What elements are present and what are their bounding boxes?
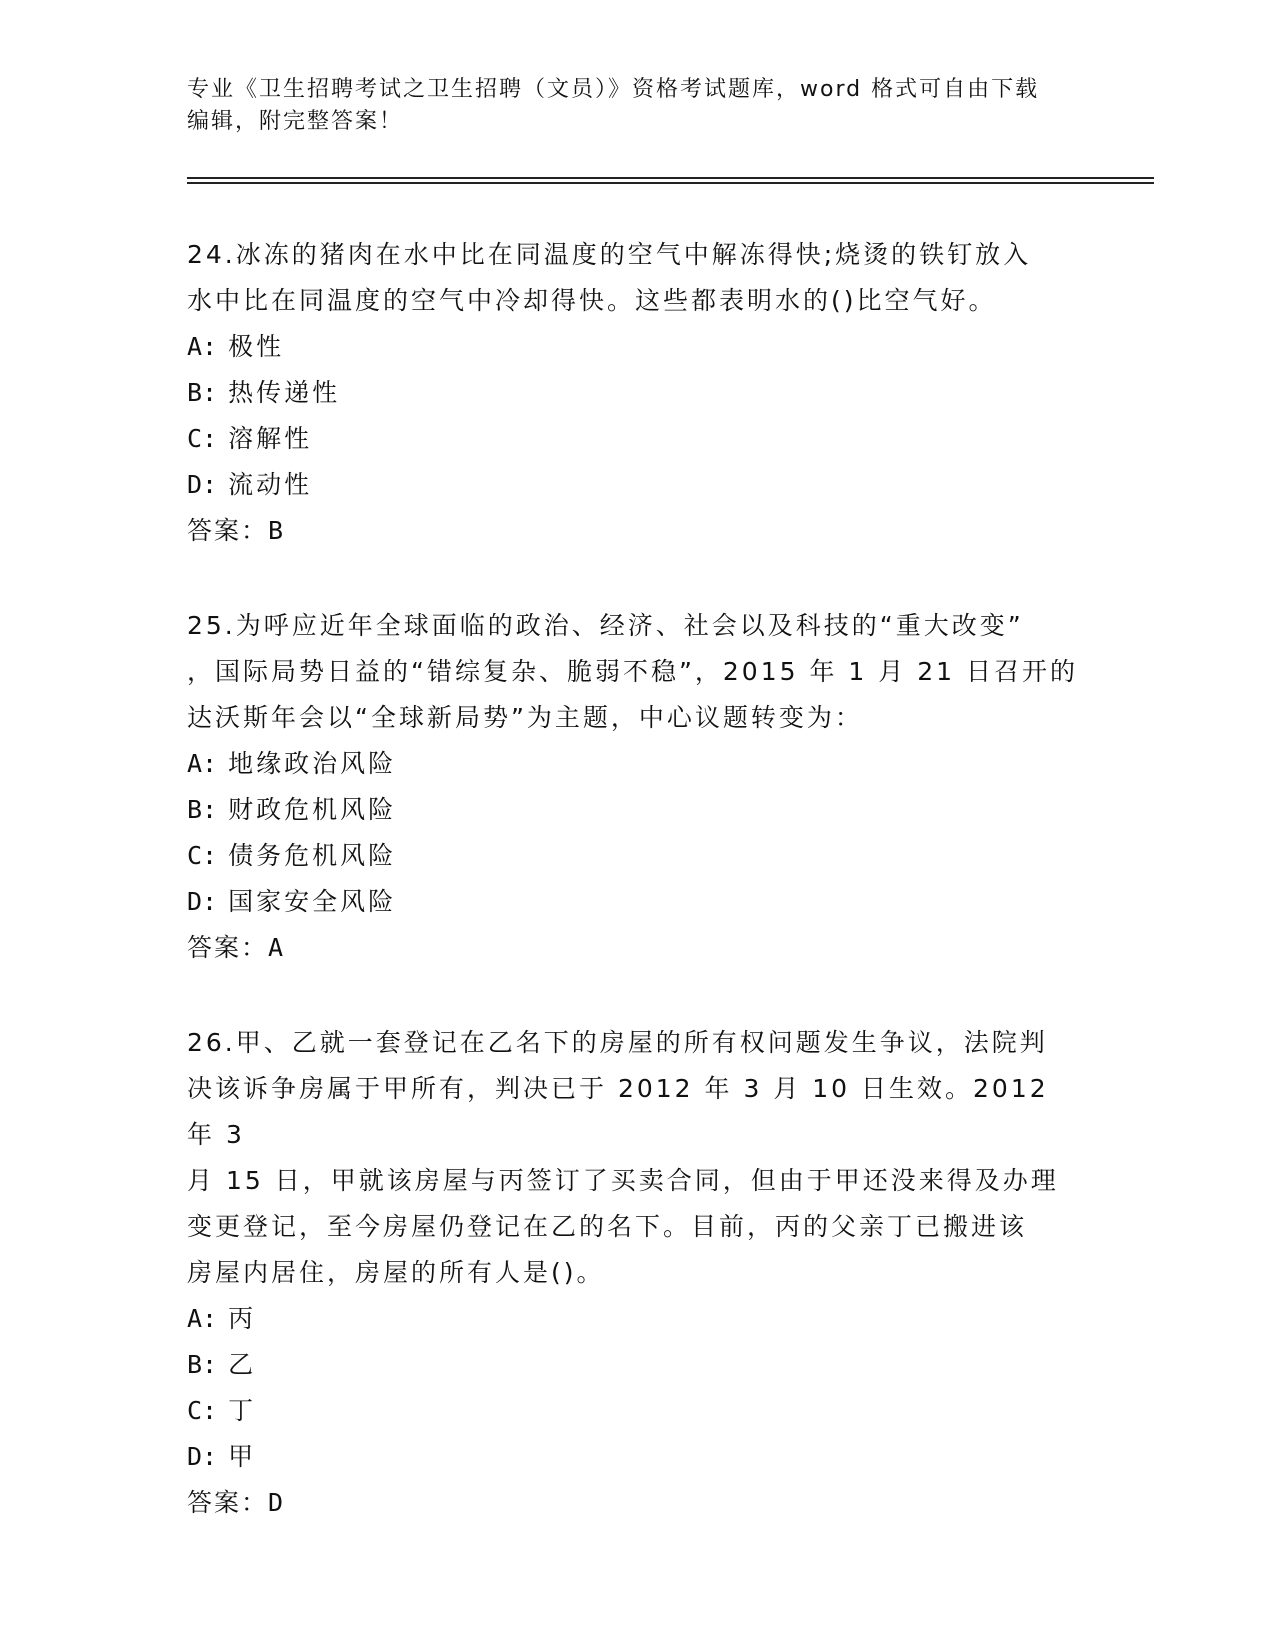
option-letter: A:	[187, 1304, 218, 1333]
stem-line: ，国际局势日益的“错综复杂、脆弱不稳”，2015 年 1 月 21 日召开的	[187, 657, 1078, 686]
option-letter: D:	[187, 1442, 218, 1471]
option-c	[187, 416, 1087, 462]
header-line-1: 专业《卫生招聘考试之卫生招聘（文员）》资格考试题库，word 格式可自由下载	[187, 77, 1040, 102]
option-text: 甲	[228, 1442, 257, 1471]
option-letter: A:	[187, 749, 218, 778]
option-letter: C:	[187, 1396, 218, 1425]
stem-line: 25.为呼应近年全球面临的政治、经济、社会以及科技的“重大改变”	[187, 611, 1024, 640]
option-letter: C:	[187, 841, 218, 870]
stem-line: 房屋内居住，房屋的所有人是()。	[187, 1258, 605, 1287]
answer-line	[187, 925, 1087, 971]
option-b	[187, 787, 1087, 833]
option-letter: B:	[187, 378, 218, 407]
question-stem	[187, 603, 1087, 741]
option-text: 乙	[228, 1350, 257, 1379]
option-d	[187, 462, 1087, 508]
option-text: 债务危机风险	[228, 841, 397, 870]
option-a	[187, 741, 1087, 787]
option-text: 地缘政治风险	[228, 749, 397, 778]
question-stem	[187, 232, 1087, 324]
option-letter: D:	[187, 470, 218, 499]
option-c	[187, 833, 1087, 879]
answer-line	[187, 1480, 1087, 1526]
option-b	[187, 370, 1087, 416]
option-a	[187, 1296, 1087, 1342]
stem-line: 变更登记，至今房屋仍登记在乙的名下。目前，丙的父亲丁已搬进该	[187, 1212, 1028, 1241]
option-letter: B:	[187, 795, 218, 824]
header-line-2: 编辑，附完整答案！	[187, 109, 404, 134]
option-text: 丙	[228, 1304, 257, 1333]
answer-line	[187, 508, 1087, 554]
stem-line: 决该诉争房属于甲所有，判决已于 2012 年 3 月 10 日生效。2012 年 3	[187, 1074, 1049, 1149]
stem-line: 月 15 日，甲就该房屋与丙签订了买卖合同，但由于甲还没来得及办理	[187, 1166, 1059, 1195]
option-b	[187, 1342, 1087, 1388]
option-letter: B:	[187, 1350, 218, 1379]
option-text: 国家安全风险	[228, 887, 397, 916]
answer-value: B	[268, 516, 286, 545]
option-text: 丁	[228, 1396, 257, 1425]
option-d	[187, 1434, 1087, 1480]
option-text: 财政危机风险	[228, 795, 397, 824]
question-26	[187, 1020, 1087, 1526]
question-stem	[187, 1020, 1087, 1296]
question-24	[187, 232, 1087, 554]
option-letter: D:	[187, 887, 218, 916]
stem-line: 水中比在同温度的空气中冷却得快。这些都表明水的()比空气好。	[187, 286, 997, 315]
option-text: 流动性	[228, 470, 313, 499]
option-c	[187, 1388, 1087, 1434]
option-text: 极性	[228, 332, 285, 361]
option-a	[187, 324, 1087, 370]
answer-value: D	[268, 1488, 286, 1517]
stem-line: 达沃斯年会以“全球新局势”为主题，中心议题转变为：	[187, 703, 863, 732]
document-header	[187, 74, 1077, 138]
answer-value: A	[268, 933, 286, 962]
option-letter: C:	[187, 424, 218, 453]
option-d	[187, 879, 1087, 925]
answer-label: 答案：	[187, 1488, 269, 1517]
option-text: 热传递性	[228, 378, 341, 407]
stem-line: 24.冰冻的猪肉在水中比在同温度的空气中解冻得快;烧烫的铁钉放入	[187, 240, 1032, 269]
header-rule-bottom	[187, 182, 1154, 184]
answer-label: 答案：	[187, 516, 269, 545]
answer-label: 答案：	[187, 933, 269, 962]
option-letter: A:	[187, 332, 218, 361]
question-25	[187, 603, 1087, 971]
header-rule-top	[187, 177, 1154, 179]
stem-line: 26.甲、乙就一套登记在乙名下的房屋的所有权问题发生争议，法院判	[187, 1028, 1048, 1057]
option-text: 溶解性	[228, 424, 313, 453]
